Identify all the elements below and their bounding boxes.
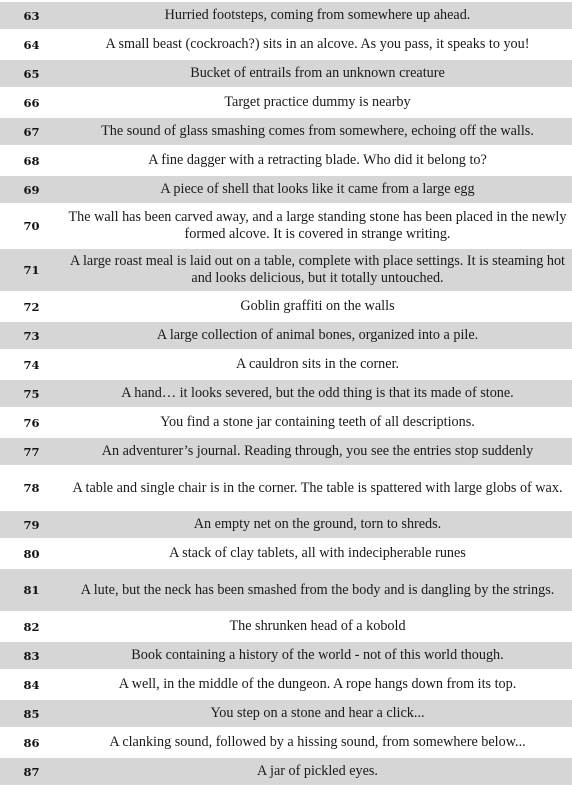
roll-number: 83 <box>0 640 63 669</box>
roll-description: Target practice dummy is nearby <box>63 87 572 116</box>
roll-number: 73 <box>0 320 63 349</box>
table-row <box>0 203 572 247</box>
roll-number: 65 <box>0 58 63 87</box>
roll-description: An adventurer’s journal. Reading through, you see the entries stop suddenly <box>63 436 572 465</box>
roll-number: 84 <box>0 669 63 698</box>
roll-description: Bucket of entrails from an unknown creature <box>63 58 572 87</box>
table-row <box>0 407 572 436</box>
roll-number: 66 <box>0 87 63 116</box>
roll-number: 70 <box>0 203 63 247</box>
table-row <box>0 756 572 785</box>
roll-description: A jar of pickled eyes. <box>63 756 572 785</box>
roll-number: 79 <box>0 509 63 538</box>
table-row <box>0 378 572 407</box>
roll-description: The sound of glass smashing comes from somewhere, echoing off the walls. <box>63 116 572 145</box>
roll-description: You step on a stone and hear a click... <box>63 698 572 727</box>
roll-number: 80 <box>0 538 63 567</box>
roll-number: 63 <box>0 0 63 29</box>
roll-description: A well, in the middle of the dungeon. A rope hangs down from its top. <box>63 669 572 698</box>
roll-description: A cauldron sits in the corner. <box>63 349 572 378</box>
table-row <box>0 698 572 727</box>
roll-number: 64 <box>0 29 63 58</box>
roll-description: A fine dagger with a retracting blade. Who did it belong to? <box>63 145 572 174</box>
roll-number: 81 <box>0 567 63 611</box>
roll-number: 72 <box>0 291 63 320</box>
roll-number: 67 <box>0 116 63 145</box>
table-row <box>0 611 572 640</box>
roll-number: 69 <box>0 174 63 203</box>
roll-description: A small beast (cockroach?) sits in an alcove. As you pass, it speaks to you! <box>63 29 572 58</box>
table-row <box>0 727 572 756</box>
roll-number: 82 <box>0 611 63 640</box>
roll-description: A hand… it looks severed, but the odd thing is that its made of stone. <box>63 378 572 407</box>
roll-description: Book containing a history of the world - not of this world though. <box>63 640 572 669</box>
table-row <box>0 87 572 116</box>
table-row <box>0 538 572 567</box>
roll-description: A lute, but the neck has been smashed from the body and is dangling by the strings. <box>63 567 572 611</box>
roll-description: The shrunken head of a kobold <box>63 611 572 640</box>
roll-number: 77 <box>0 436 63 465</box>
table-row <box>0 0 572 29</box>
roll-number: 78 <box>0 465 63 509</box>
roll-description: An empty net on the ground, torn to shreds. <box>63 509 572 538</box>
table-row <box>0 465 572 509</box>
table-row <box>0 291 572 320</box>
table-row <box>0 116 572 145</box>
table-row <box>0 247 572 291</box>
table-row <box>0 320 572 349</box>
table-row <box>0 145 572 174</box>
roll-number: 87 <box>0 756 63 785</box>
roll-description: The wall has been carved away, and a large standing stone has been placed in the newly formed alcove. It is covered in strange writing. <box>63 203 572 247</box>
roll-number: 74 <box>0 349 63 378</box>
table-row <box>0 669 572 698</box>
roll-description: A piece of shell that looks like it came from a large egg <box>63 174 572 203</box>
roll-description: A table and single chair is in the corner. The table is spattered with large globs of wax. <box>63 465 572 509</box>
roll-description: A large collection of animal bones, organized into a pile. <box>63 320 572 349</box>
table-row <box>0 567 572 611</box>
roll-number: 71 <box>0 247 63 291</box>
roll-description: You find a stone jar containing teeth of all descriptions. <box>63 407 572 436</box>
table-row <box>0 640 572 669</box>
table-row <box>0 509 572 538</box>
table-row <box>0 349 572 378</box>
table-row <box>0 174 572 203</box>
roll-number: 76 <box>0 407 63 436</box>
table-row <box>0 436 572 465</box>
table-row <box>0 58 572 87</box>
roll-description: A clanking sound, followed by a hissing sound, from somewhere below... <box>63 727 572 756</box>
roll-description: A large roast meal is laid out on a table, complete with place settings. It is steaming hot and looks delicious, but it totally untouched. <box>63 247 572 291</box>
roll-number: 75 <box>0 378 63 407</box>
roll-description: A stack of clay tablets, all with indecipherable runes <box>63 538 572 567</box>
roll-description: Goblin graffiti on the walls <box>63 291 572 320</box>
roll-number: 86 <box>0 727 63 756</box>
roll-number: 85 <box>0 698 63 727</box>
roll-number: 68 <box>0 145 63 174</box>
table-row <box>0 29 572 58</box>
roll-description: Hurried footsteps, coming from somewhere up ahead. <box>63 0 572 29</box>
